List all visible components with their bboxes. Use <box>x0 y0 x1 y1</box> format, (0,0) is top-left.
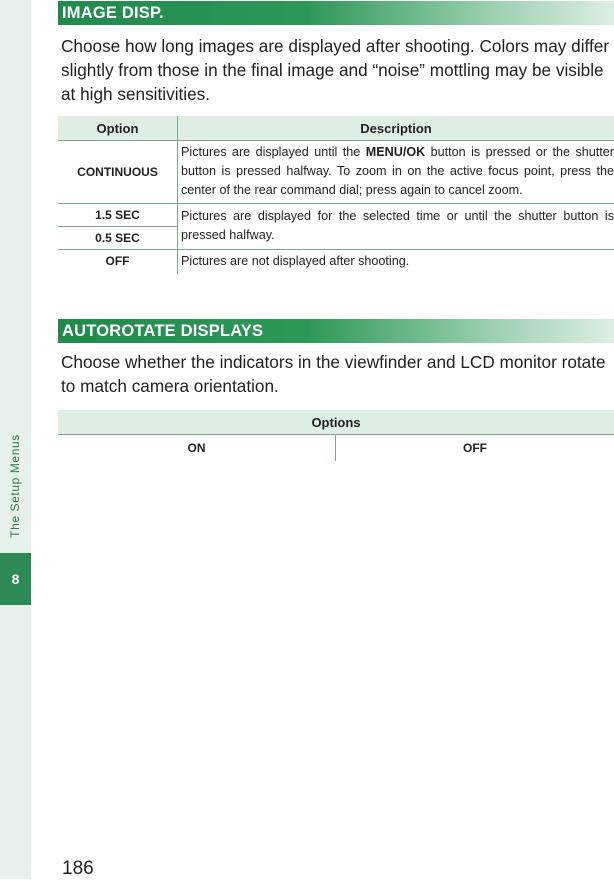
option-on: ON <box>58 435 336 462</box>
option-cell <box>58 204 178 250</box>
side-tab-label: The Setup Menus <box>5 418 25 553</box>
options-header: Options <box>58 410 614 435</box>
table-row <box>58 435 614 462</box>
autorotate-options-table <box>58 410 614 461</box>
option-cell: CONTINUOUS <box>58 141 178 204</box>
table-header-row <box>58 116 614 141</box>
column-header-option: Option <box>58 116 178 141</box>
description-cell: Pictures are not displayed after shooting. <box>178 250 614 275</box>
option-0-5-sec: 0.5 SEC <box>58 227 177 249</box>
section-intro-image-disp: Choose how long images are displayed after shooting. Colors may differ slightly from those in the final image and “noise” mottling may be visible at high sensitivities. <box>61 34 613 106</box>
option-off: OFF <box>336 435 614 462</box>
page-number: 186 <box>62 858 94 880</box>
menu-ok-key: MENU/OK <box>366 145 425 159</box>
table-row <box>58 141 614 204</box>
section-heading-image-disp: IMAGE DISP. <box>58 1 614 25</box>
section-heading-autorotate-displays: AUTOROTATE DISPLAYS <box>58 319 614 343</box>
description-cell: Pictures are displayed for the selected time or until the shutter button is pressed halfway. <box>178 204 614 250</box>
table-header-row <box>58 410 614 435</box>
table-row <box>58 204 614 250</box>
options-description-table <box>58 116 614 274</box>
option-cell: OFF <box>58 250 178 275</box>
section-intro-autorotate: Choose whether the indicators in the viewfinder and LCD monitor rotate to match camera orientation. <box>61 350 613 398</box>
table-row <box>58 250 614 275</box>
side-tab <box>0 0 31 879</box>
column-header-description: Description <box>178 116 614 141</box>
option-1-5-sec: 1.5 SEC <box>58 204 177 227</box>
description-cell: Pictures are displayed until the MENU/OK button is pressed or the shutter button is pressed halfway. To zoom in on the active focus point, press the center of the rear command dial; press again to cancel zoom. <box>178 141 614 204</box>
chapter-number-badge: 8 <box>0 553 31 605</box>
